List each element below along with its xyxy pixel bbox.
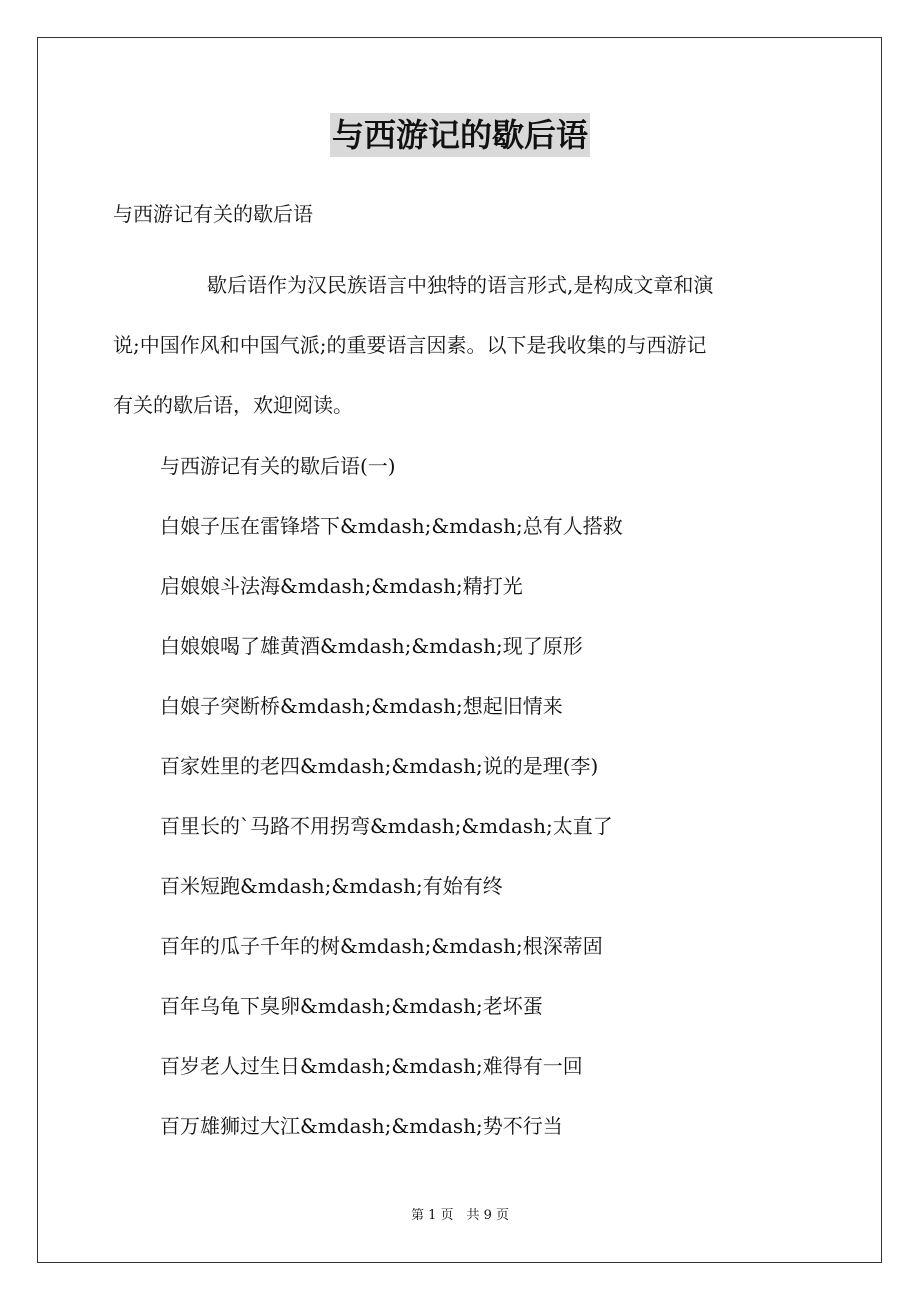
section-heading: 与西游记有关的歇后语(一) [160, 454, 396, 478]
list-item: 百岁老人过生日&mdash;&mdash;难得有一回 [160, 1054, 583, 1078]
document-title: 与西游记的歇后语 [330, 113, 590, 157]
list-item: 百家姓里的老四&mdash;&mdash;说的是理(李) [160, 754, 599, 778]
list-item: 百米短跑&mdash;&mdash;有始有终 [160, 874, 503, 898]
list-item: 百年乌龟下臭卵&mdash;&mdash;老坏蛋 [160, 994, 543, 1018]
title-container [0, 113, 920, 157]
intro-line: 说;中国作风和中国气派;的重要语言因素。以下是我收集的与西游记 [113, 333, 707, 357]
document-subtitle: 与西游记有关的歇后语 [113, 202, 313, 226]
intro-line: 歇后语作为汉民族语言中独特的语言形式,是构成文章和演 [207, 273, 714, 297]
list-item: 启娘娘斗法海&mdash;&mdash;精打光 [160, 574, 523, 598]
xiehouyu-list [160, 436, 623, 1156]
intro-paragraph [113, 255, 813, 435]
list-item: 百万雄狮过大江&mdash;&mdash;势不行当 [160, 1114, 563, 1138]
page-number-footer: 第 1 页 共 9 页 [410, 1208, 510, 1223]
intro-line: 有关的歇后语，欢迎阅读。 [113, 393, 353, 417]
list-item: 白娘子压在雷锋塔下&mdash;&mdash;总有人搭救 [160, 514, 623, 538]
list-item: 白娘娘喝了雄黄酒&mdash;&mdash;现了原形 [160, 634, 583, 658]
list-item: 百年的瓜子千年的树&mdash;&mdash;根深蒂固 [160, 934, 603, 958]
list-item: 百里长的`马路不用拐弯&mdash;&mdash;太直了 [160, 814, 613, 838]
list-item: 白娘子突断桥&mdash;&mdash;想起旧情来 [160, 694, 563, 718]
